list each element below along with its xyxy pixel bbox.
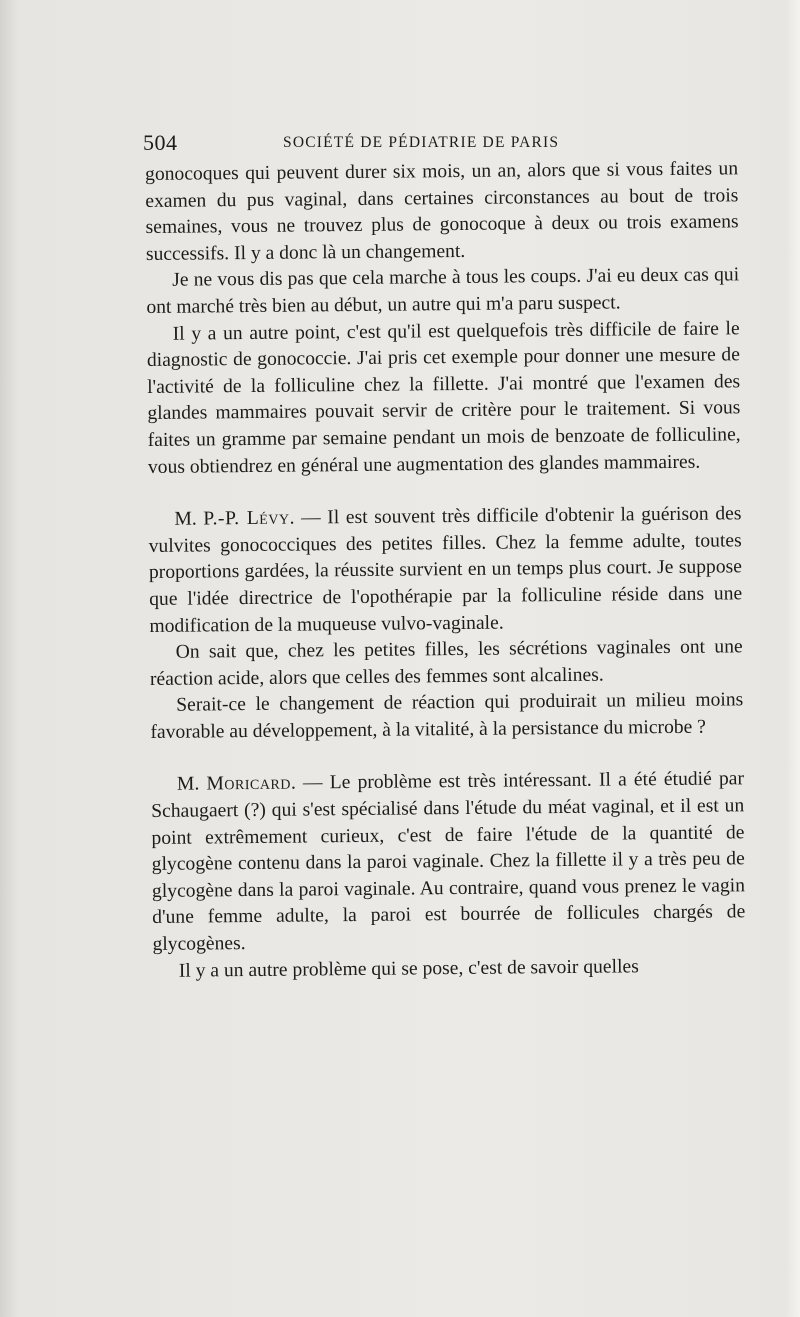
running-title: SOCIÉTÉ DE PÉDIATRIE DE PARIS: [283, 134, 560, 151]
paragraph-5: On sait que, chez les petites filles, les sécrétions vaginales ont une réaction acide, alors que celles des femmes sont alcalines.: [149, 636, 743, 690]
body-text: [145, 156, 746, 985]
paragraph-2: Je ne vous dis pas que cela marche à tous les coups. J'ai eu deux cas qui ont marché très bien au début, un autre qui m'a paru suspect.: [146, 264, 740, 318]
paragraph-7: [151, 767, 746, 959]
paragraph-6: Serait-ce le changement de réaction qui produirait un milieu moins favorable au développement, à la vitalité, à la persistance du microbe ?: [150, 689, 744, 743]
speaker-name: Moricard: [206, 773, 291, 795]
paragraph-8: Il y a un autre problème qui se pose, c'est de savoir quelles: [178, 955, 639, 982]
paragraph-3: Il y a un autre point, c'est qu'il est quelquefois très difficile de faire le diagnostic de gonococcie. J'ai pris cet exemple pour donner une mesure de l'activité de la folliculine chez la fillette. J'ai montré que l'examen des glandes mammaires pouvait servir de critère pour le traitement. Si vous faites un gramme par semaine pendant un mois de benzoate de folliculine, vous obtiendrez en général une augmentation des glandes mammaires.: [146, 317, 741, 478]
speaker-prefix: M.: [174, 508, 204, 530]
paragraph-4: [148, 501, 742, 640]
paragraph-4-text: . — Il est souvent très difficile d'obtenir la guérison des vulvites gonococciques des petites filles. Chez la femme adulte, toutes proportions gardées, la réussite survient en un temps plus court. Je suppose que l'idée directrice de l'opothérapie par la folliculine réside dans une modification de la muqueuse vulvo-vaginale.: [148, 503, 743, 637]
speaker-name: P.-P. Lévy: [203, 507, 290, 530]
paragraph-7-text: . — Le problème est très intéressant. Il a été étudié par Schaugaert (?) qui s'est spécialisé dans l'étude du méat vaginal, et il est un point extrêmement curieux, c'est de faire l'étude de la quantité de glycogène contenu dans la paroi vaginale. Chez la fillette il y a très peu de glycogène dans la paroi vaginale. Au contraire, quand vous prenez le vagin d'une femme adulte, la paroi est bourrée de follicules chargés de glycogènes.: [151, 768, 746, 955]
page-number: 504: [143, 130, 178, 155]
speaker-prefix: M.: [176, 773, 207, 796]
paragraph-1: gonocoques qui peuvent durer six mois, un an, alors que si vous faites un examen du pus vaginal, dans certaines circonstances au bout de trois semaines, vous ne trouvez plus de gonocoque à deux ou trois examens successifs. Il y a donc là un changement.: [145, 158, 739, 265]
page-edge: [786, 0, 800, 1317]
